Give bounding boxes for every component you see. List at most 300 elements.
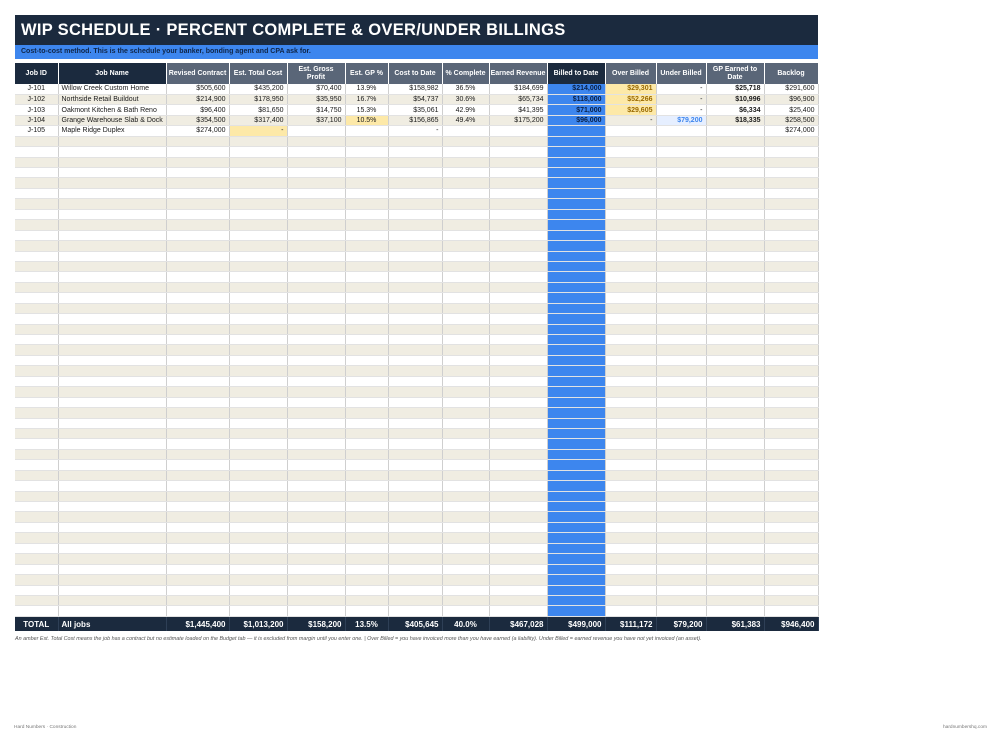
empty-cell[interactable]: [656, 439, 706, 449]
empty-cell[interactable]: [706, 345, 764, 355]
empty-cell[interactable]: [706, 428, 764, 438]
empty-cell[interactable]: [656, 178, 706, 188]
cell-under-billed[interactable]: -: [656, 84, 706, 94]
empty-cell[interactable]: [345, 335, 388, 345]
empty-cell[interactable]: [547, 428, 605, 438]
empty-cell[interactable]: [345, 178, 388, 188]
cell-est-gross-profit[interactable]: $14,750: [287, 105, 345, 115]
empty-cell[interactable]: [287, 595, 345, 605]
empty-cell[interactable]: [388, 408, 442, 418]
empty-cell[interactable]: [706, 502, 764, 512]
empty-cell[interactable]: [58, 564, 166, 574]
cell-est-gross-profit[interactable]: $37,100: [287, 115, 345, 125]
empty-cell[interactable]: [656, 261, 706, 271]
empty-cell[interactable]: [58, 449, 166, 459]
empty-cell[interactable]: [547, 282, 605, 292]
empty-cell[interactable]: [229, 554, 287, 564]
empty-cell[interactable]: [442, 376, 489, 386]
cell-billed-to-date[interactable]: $118,000: [547, 94, 605, 104]
empty-cell[interactable]: [605, 397, 656, 407]
empty-cell[interactable]: [547, 564, 605, 574]
empty-cell[interactable]: [764, 314, 818, 324]
empty-cell[interactable]: [15, 209, 58, 219]
empty-cell[interactable]: [706, 209, 764, 219]
cell-job-id[interactable]: J-103: [15, 105, 58, 115]
empty-cell[interactable]: [388, 324, 442, 334]
empty-cell[interactable]: [706, 491, 764, 501]
empty-cell[interactable]: [706, 585, 764, 595]
empty-cell[interactable]: [489, 157, 547, 167]
empty-cell[interactable]: [345, 366, 388, 376]
empty-cell[interactable]: [166, 220, 229, 230]
empty-cell[interactable]: [166, 303, 229, 313]
empty-cell[interactable]: [287, 408, 345, 418]
empty-cell[interactable]: [706, 439, 764, 449]
empty-cell[interactable]: [345, 502, 388, 512]
empty-cell[interactable]: [287, 439, 345, 449]
empty-cell[interactable]: [605, 178, 656, 188]
empty-cell[interactable]: [764, 272, 818, 282]
empty-cell[interactable]: [764, 303, 818, 313]
empty-cell[interactable]: [229, 220, 287, 230]
empty-cell[interactable]: [388, 449, 442, 459]
empty-cell[interactable]: [764, 178, 818, 188]
empty-cell[interactable]: [605, 209, 656, 219]
empty-cell[interactable]: [388, 554, 442, 564]
cell-job-id[interactable]: J-105: [15, 126, 58, 136]
empty-cell[interactable]: [345, 606, 388, 616]
empty-cell[interactable]: [489, 335, 547, 345]
empty-cell[interactable]: [58, 428, 166, 438]
empty-cell[interactable]: [605, 345, 656, 355]
empty-cell[interactable]: [229, 595, 287, 605]
cell-earned-revenue[interactable]: $175,200: [489, 115, 547, 125]
col-header-job-id[interactable]: Job ID: [15, 63, 58, 84]
empty-cell[interactable]: [58, 261, 166, 271]
empty-cell[interactable]: [287, 355, 345, 365]
empty-cell[interactable]: [229, 188, 287, 198]
empty-cell[interactable]: [15, 554, 58, 564]
empty-cell[interactable]: [706, 595, 764, 605]
empty-cell[interactable]: [656, 251, 706, 261]
empty-cell[interactable]: [489, 303, 547, 313]
empty-cell[interactable]: [764, 512, 818, 522]
empty-cell[interactable]: [345, 585, 388, 595]
empty-cell[interactable]: [287, 272, 345, 282]
cell-over-billed[interactable]: $29,605: [605, 105, 656, 115]
empty-cell[interactable]: [15, 575, 58, 585]
empty-cell[interactable]: [764, 335, 818, 345]
empty-cell[interactable]: [764, 387, 818, 397]
cell-over-billed[interactable]: $52,266: [605, 94, 656, 104]
cell-over-billed[interactable]: -: [605, 115, 656, 125]
empty-cell[interactable]: [442, 449, 489, 459]
empty-cell[interactable]: [764, 241, 818, 251]
empty-cell[interactable]: [166, 324, 229, 334]
empty-cell[interactable]: [547, 168, 605, 178]
empty-cell[interactable]: [764, 418, 818, 428]
cell-revised-contract[interactable]: $274,000: [166, 126, 229, 136]
empty-cell[interactable]: [489, 241, 547, 251]
empty-cell[interactable]: [58, 209, 166, 219]
empty-cell[interactable]: [442, 606, 489, 616]
total-earned-revenue[interactable]: $467,028: [489, 616, 547, 631]
empty-cell[interactable]: [442, 272, 489, 282]
empty-cell[interactable]: [489, 502, 547, 512]
empty-cell[interactable]: [489, 439, 547, 449]
empty-cell[interactable]: [605, 188, 656, 198]
empty-cell[interactable]: [489, 387, 547, 397]
empty-cell[interactable]: [15, 241, 58, 251]
empty-cell[interactable]: [764, 491, 818, 501]
empty-cell[interactable]: [489, 564, 547, 574]
col-header-under-billed[interactable]: Under Billed: [656, 63, 706, 84]
empty-cell[interactable]: [442, 251, 489, 261]
empty-cell[interactable]: [345, 188, 388, 198]
empty-cell[interactable]: [442, 512, 489, 522]
empty-cell[interactable]: [15, 408, 58, 418]
empty-cell[interactable]: [764, 147, 818, 157]
empty-cell[interactable]: [166, 282, 229, 292]
cell-earned-revenue[interactable]: $41,395: [489, 105, 547, 115]
empty-cell[interactable]: [287, 397, 345, 407]
empty-cell[interactable]: [656, 585, 706, 595]
empty-cell[interactable]: [605, 157, 656, 167]
empty-cell[interactable]: [656, 481, 706, 491]
cell-job-id[interactable]: J-104: [15, 115, 58, 125]
empty-cell[interactable]: [287, 564, 345, 574]
empty-cell[interactable]: [166, 168, 229, 178]
empty-cell[interactable]: [345, 512, 388, 522]
cell-cost-to-date[interactable]: $54,737: [388, 94, 442, 104]
empty-cell[interactable]: [229, 575, 287, 585]
cell-under-billed[interactable]: -: [656, 94, 706, 104]
empty-cell[interactable]: [287, 136, 345, 146]
empty-cell[interactable]: [442, 408, 489, 418]
empty-cell[interactable]: [166, 585, 229, 595]
empty-cell[interactable]: [442, 522, 489, 532]
empty-cell[interactable]: [547, 585, 605, 595]
total-est-gross-profit[interactable]: $158,200: [287, 616, 345, 631]
empty-cell[interactable]: [58, 543, 166, 553]
empty-cell[interactable]: [58, 241, 166, 251]
empty-cell[interactable]: [15, 428, 58, 438]
empty-cell[interactable]: [388, 533, 442, 543]
empty-cell[interactable]: [58, 168, 166, 178]
empty-cell[interactable]: [229, 293, 287, 303]
empty-cell[interactable]: [706, 512, 764, 522]
empty-cell[interactable]: [345, 324, 388, 334]
empty-cell[interactable]: [15, 303, 58, 313]
empty-cell[interactable]: [229, 408, 287, 418]
empty-cell[interactable]: [287, 512, 345, 522]
cell-backlog[interactable]: $274,000: [764, 126, 818, 136]
empty-cell[interactable]: [706, 460, 764, 470]
empty-cell[interactable]: [605, 543, 656, 553]
empty-cell[interactable]: [345, 439, 388, 449]
empty-cell[interactable]: [15, 168, 58, 178]
empty-cell[interactable]: [706, 157, 764, 167]
empty-cell[interactable]: [656, 606, 706, 616]
empty-cell[interactable]: [166, 460, 229, 470]
empty-cell[interactable]: [388, 178, 442, 188]
empty-cell[interactable]: [229, 136, 287, 146]
col-header-backlog[interactable]: Backlog: [764, 63, 818, 84]
empty-cell[interactable]: [287, 157, 345, 167]
empty-cell[interactable]: [345, 282, 388, 292]
empty-cell[interactable]: [388, 136, 442, 146]
empty-cell[interactable]: [605, 147, 656, 157]
empty-cell[interactable]: [706, 272, 764, 282]
empty-cell[interactable]: [656, 366, 706, 376]
empty-cell[interactable]: [287, 449, 345, 459]
empty-cell[interactable]: [706, 241, 764, 251]
empty-cell[interactable]: [764, 585, 818, 595]
empty-cell[interactable]: [547, 460, 605, 470]
empty-cell[interactable]: [388, 366, 442, 376]
empty-cell[interactable]: [706, 220, 764, 230]
empty-cell[interactable]: [345, 418, 388, 428]
empty-cell[interactable]: [388, 575, 442, 585]
empty-cell[interactable]: [287, 585, 345, 595]
empty-cell[interactable]: [287, 303, 345, 313]
empty-cell[interactable]: [442, 470, 489, 480]
empty-cell[interactable]: [547, 261, 605, 271]
empty-cell[interactable]: [764, 345, 818, 355]
empty-cell[interactable]: [764, 157, 818, 167]
empty-cell[interactable]: [489, 345, 547, 355]
empty-cell[interactable]: [166, 147, 229, 157]
empty-cell[interactable]: [229, 282, 287, 292]
empty-cell[interactable]: [547, 376, 605, 386]
empty-cell[interactable]: [345, 136, 388, 146]
empty-cell[interactable]: [547, 147, 605, 157]
empty-cell[interactable]: [166, 199, 229, 209]
empty-cell[interactable]: [764, 397, 818, 407]
empty-cell[interactable]: [58, 470, 166, 480]
empty-cell[interactable]: [15, 188, 58, 198]
empty-cell[interactable]: [166, 230, 229, 240]
empty-cell[interactable]: [345, 303, 388, 313]
empty-cell[interactable]: [58, 595, 166, 605]
empty-cell[interactable]: [605, 251, 656, 261]
empty-cell[interactable]: [166, 241, 229, 251]
empty-cell[interactable]: [442, 585, 489, 595]
cell-cost-to-date[interactable]: $156,865: [388, 115, 442, 125]
empty-cell[interactable]: [58, 606, 166, 616]
empty-cell[interactable]: [764, 543, 818, 553]
empty-cell[interactable]: [656, 376, 706, 386]
cell-pct-complete[interactable]: 30.6%: [442, 94, 489, 104]
total-under-billed[interactable]: $79,200: [656, 616, 706, 631]
empty-cell[interactable]: [388, 241, 442, 251]
empty-cell[interactable]: [547, 397, 605, 407]
empty-cell[interactable]: [166, 564, 229, 574]
cell-revised-contract[interactable]: $354,500: [166, 115, 229, 125]
empty-cell[interactable]: [706, 481, 764, 491]
empty-cell[interactable]: [442, 460, 489, 470]
empty-cell[interactable]: [166, 522, 229, 532]
cell-est-gp-pct[interactable]: 15.3%: [345, 105, 388, 115]
empty-cell[interactable]: [345, 428, 388, 438]
empty-cell[interactable]: [287, 282, 345, 292]
empty-cell[interactable]: [15, 564, 58, 574]
empty-cell[interactable]: [489, 168, 547, 178]
empty-cell[interactable]: [706, 408, 764, 418]
empty-cell[interactable]: [166, 575, 229, 585]
empty-cell[interactable]: [764, 220, 818, 230]
empty-cell[interactable]: [764, 168, 818, 178]
empty-cell[interactable]: [229, 564, 287, 574]
empty-cell[interactable]: [706, 418, 764, 428]
empty-cell[interactable]: [764, 439, 818, 449]
empty-cell[interactable]: [605, 282, 656, 292]
empty-cell[interactable]: [229, 512, 287, 522]
cell-revised-contract[interactable]: $214,900: [166, 94, 229, 104]
empty-cell[interactable]: [345, 481, 388, 491]
empty-cell[interactable]: [58, 157, 166, 167]
empty-cell[interactable]: [656, 460, 706, 470]
empty-cell[interactable]: [345, 533, 388, 543]
empty-cell[interactable]: [547, 324, 605, 334]
total-gp-earned[interactable]: $61,383: [706, 616, 764, 631]
empty-cell[interactable]: [489, 355, 547, 365]
empty-cell[interactable]: [706, 387, 764, 397]
empty-cell[interactable]: [166, 345, 229, 355]
empty-cell[interactable]: [388, 335, 442, 345]
empty-cell[interactable]: [605, 439, 656, 449]
col-header-est-gp-pct[interactable]: Est. GP %: [345, 63, 388, 84]
empty-cell[interactable]: [15, 314, 58, 324]
empty-cell[interactable]: [58, 230, 166, 240]
empty-cell[interactable]: [547, 387, 605, 397]
empty-cell[interactable]: [229, 460, 287, 470]
empty-cell[interactable]: [166, 136, 229, 146]
empty-cell[interactable]: [229, 543, 287, 553]
empty-cell[interactable]: [605, 418, 656, 428]
cell-job-name[interactable]: Northside Retail Buildout: [58, 94, 166, 104]
cell-est-gross-profit[interactable]: $35,950: [287, 94, 345, 104]
empty-cell[interactable]: [656, 168, 706, 178]
empty-cell[interactable]: [547, 522, 605, 532]
empty-cell[interactable]: [605, 585, 656, 595]
empty-cell[interactable]: [605, 335, 656, 345]
empty-cell[interactable]: [605, 293, 656, 303]
empty-cell[interactable]: [229, 157, 287, 167]
empty-cell[interactable]: [764, 502, 818, 512]
empty-cell[interactable]: [547, 408, 605, 418]
empty-cell[interactable]: [388, 293, 442, 303]
empty-cell[interactable]: [656, 314, 706, 324]
empty-cell[interactable]: [58, 136, 166, 146]
empty-cell[interactable]: [656, 575, 706, 585]
empty-cell[interactable]: [605, 303, 656, 313]
cell-est-total-cost[interactable]: $81,650: [229, 105, 287, 115]
empty-cell[interactable]: [547, 543, 605, 553]
cell-backlog[interactable]: $96,900: [764, 94, 818, 104]
empty-cell[interactable]: [166, 543, 229, 553]
empty-cell[interactable]: [345, 376, 388, 386]
empty-cell[interactable]: [656, 209, 706, 219]
empty-cell[interactable]: [287, 376, 345, 386]
empty-cell[interactable]: [489, 449, 547, 459]
empty-cell[interactable]: [15, 397, 58, 407]
empty-cell[interactable]: [345, 575, 388, 585]
empty-cell[interactable]: [166, 606, 229, 616]
empty-cell[interactable]: [442, 147, 489, 157]
empty-cell[interactable]: [764, 251, 818, 261]
empty-cell[interactable]: [166, 449, 229, 459]
empty-cell[interactable]: [656, 293, 706, 303]
empty-cell[interactable]: [706, 314, 764, 324]
empty-cell[interactable]: [229, 272, 287, 282]
cell-gp-earned[interactable]: $18,335: [706, 115, 764, 125]
empty-cell[interactable]: [287, 324, 345, 334]
empty-cell[interactable]: [388, 491, 442, 501]
cell-billed-to-date[interactable]: $214,000: [547, 84, 605, 94]
empty-cell[interactable]: [58, 533, 166, 543]
empty-cell[interactable]: [547, 272, 605, 282]
empty-cell[interactable]: [345, 543, 388, 553]
empty-cell[interactable]: [388, 220, 442, 230]
empty-cell[interactable]: [489, 543, 547, 553]
empty-cell[interactable]: [287, 335, 345, 345]
empty-cell[interactable]: [442, 366, 489, 376]
empty-cell[interactable]: [489, 147, 547, 157]
empty-cell[interactable]: [706, 522, 764, 532]
cell-earned-revenue[interactable]: $65,734: [489, 94, 547, 104]
empty-cell[interactable]: [489, 178, 547, 188]
total-pct-complete[interactable]: 40.0%: [442, 616, 489, 631]
empty-cell[interactable]: [229, 366, 287, 376]
empty-cell[interactable]: [547, 355, 605, 365]
empty-cell[interactable]: [58, 220, 166, 230]
empty-cell[interactable]: [706, 606, 764, 616]
empty-cell[interactable]: [58, 272, 166, 282]
empty-cell[interactable]: [388, 564, 442, 574]
empty-cell[interactable]: [229, 387, 287, 397]
empty-cell[interactable]: [166, 355, 229, 365]
empty-cell[interactable]: [656, 230, 706, 240]
empty-cell[interactable]: [489, 272, 547, 282]
empty-cell[interactable]: [345, 408, 388, 418]
empty-cell[interactable]: [58, 481, 166, 491]
empty-cell[interactable]: [388, 303, 442, 313]
empty-cell[interactable]: [166, 418, 229, 428]
empty-cell[interactable]: [605, 481, 656, 491]
empty-cell[interactable]: [764, 428, 818, 438]
empty-cell[interactable]: [287, 418, 345, 428]
empty-cell[interactable]: [287, 554, 345, 564]
empty-cell[interactable]: [442, 345, 489, 355]
empty-cell[interactable]: [764, 261, 818, 271]
empty-cell[interactable]: [15, 335, 58, 345]
empty-cell[interactable]: [345, 491, 388, 501]
empty-cell[interactable]: [489, 575, 547, 585]
empty-cell[interactable]: [442, 136, 489, 146]
empty-cell[interactable]: [166, 366, 229, 376]
empty-cell[interactable]: [287, 533, 345, 543]
empty-cell[interactable]: [345, 168, 388, 178]
empty-cell[interactable]: [388, 209, 442, 219]
empty-cell[interactable]: [442, 324, 489, 334]
empty-cell[interactable]: [287, 522, 345, 532]
cell-over-billed[interactable]: [605, 126, 656, 136]
empty-cell[interactable]: [287, 293, 345, 303]
empty-cell[interactable]: [489, 220, 547, 230]
empty-cell[interactable]: [15, 272, 58, 282]
empty-cell[interactable]: [442, 293, 489, 303]
